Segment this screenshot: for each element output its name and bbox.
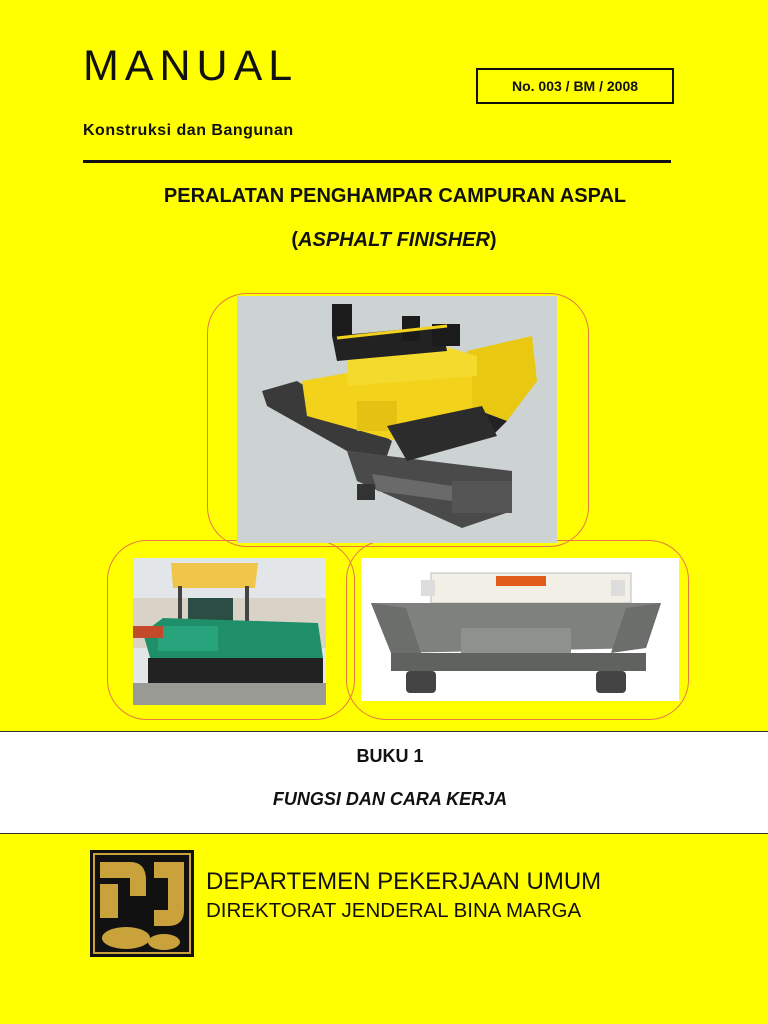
- book-label: BUKU 1: [356, 746, 424, 766]
- document-number: No. 003 / BM / 2008: [476, 68, 674, 104]
- pu-logo-graphic: [90, 850, 194, 957]
- paren-close: ): [489, 229, 497, 251]
- asphalt-paver-yellow-illustration: [237, 296, 557, 543]
- header-divider: [83, 160, 671, 163]
- subtitle: Konstruksi dan Bangunan: [83, 122, 294, 139]
- main-subtitle: [0, 229, 768, 252]
- asphalt-paver-green-illustration: [133, 558, 326, 705]
- alt-name: ASPHALT FINISHER: [298, 229, 490, 251]
- main-title: PERALATAN PENGHAMPAR CAMPURAN ASPAL: [163, 185, 627, 207]
- manual-title: MANUAL: [83, 42, 299, 90]
- paver-hopper-photo: [361, 558, 679, 701]
- book-title: FUNGSI DAN CARA KERJA: [272, 789, 508, 809]
- asphalt-paver-yellow-photo: [237, 296, 557, 543]
- directorate-name: DIREKTORAT JENDERAL BINA MARGA: [206, 899, 582, 922]
- paver-hopper-illustration: [361, 558, 679, 701]
- pu-logo-icon: [90, 850, 194, 957]
- paren-open: (: [291, 229, 299, 251]
- department-name: DEPARTEMEN PEKERJAAN UMUM: [206, 868, 602, 895]
- asphalt-paver-green-photo: [133, 558, 326, 705]
